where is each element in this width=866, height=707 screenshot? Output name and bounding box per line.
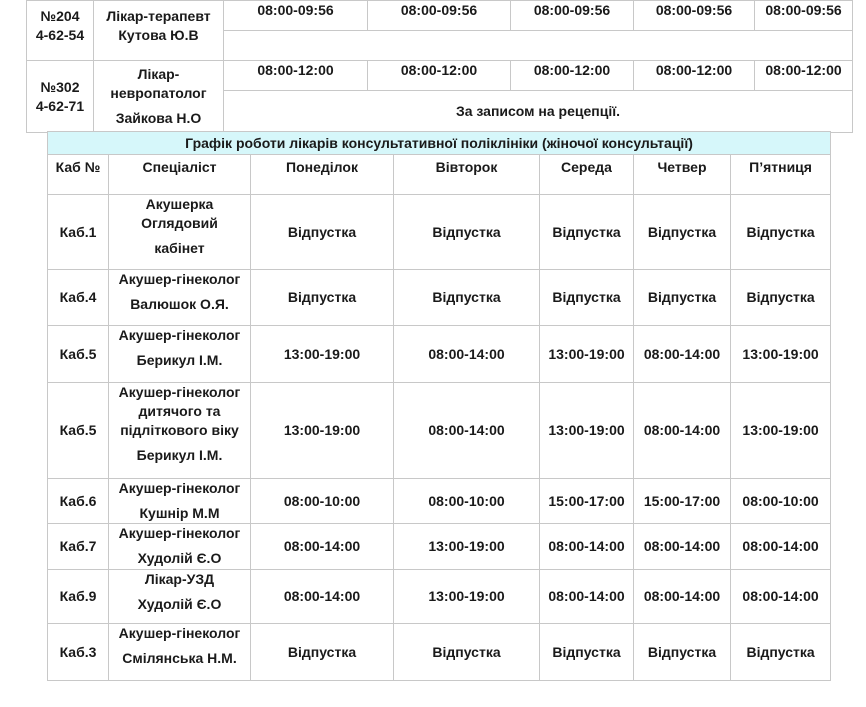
time-cell: Відпустка — [731, 270, 831, 326]
time-cell: 08:00-14:00 — [634, 570, 731, 624]
time-cell: 08:00-12:00 — [368, 61, 511, 91]
time-cell: 13:00-19:00 — [251, 326, 394, 383]
specialist-line: Валюшок О.Я. — [130, 296, 229, 312]
specialist-line: Худолій Є.О — [137, 596, 222, 612]
time-cell: 08:00-14:00 — [731, 524, 831, 570]
time-cell: 08:00-14:00 — [540, 524, 634, 570]
cab-cell — [27, 61, 94, 133]
schedule-row — [48, 624, 831, 681]
specialist-name: Кутова Ю.В — [118, 27, 199, 43]
time-cell: 13:00-19:00 — [251, 383, 394, 479]
schedule-body — [48, 195, 831, 681]
specialist-line: Берикул І.М. — [136, 447, 223, 463]
time-cell: Відпустка — [540, 195, 634, 270]
specialist-cell — [109, 479, 251, 524]
cab-cell — [27, 1, 94, 61]
cab-phone: 4-62-54 — [35, 27, 85, 43]
specialist-line: Худолій Є.О — [137, 550, 222, 566]
schedule-caption: Графік роботи лікарів консультативної поліклініки (жіночої консультації) — [48, 132, 831, 155]
specialist-title: Лікар- — [137, 66, 180, 82]
cab-cell: Каб.3 — [48, 624, 109, 681]
time-cell: 08:00-12:00 — [224, 61, 368, 91]
header-thursday: Четвер — [634, 155, 731, 195]
time-cell: 08:00-12:00 — [511, 61, 634, 91]
empty-note-cell — [224, 31, 853, 61]
specialist-line: кабінет — [154, 240, 205, 256]
time-cell: 08:00-14:00 — [394, 383, 540, 479]
time-cell: 13:00-19:00 — [394, 524, 540, 570]
time-cell: 13:00-19:00 — [394, 570, 540, 624]
header-friday: П’ятниця — [731, 155, 831, 195]
specialist-cell — [109, 383, 251, 479]
time-cell: Відпустка — [731, 624, 831, 681]
specialist-line: Кушнір М.М — [139, 505, 220, 521]
top-schedule-table — [26, 0, 853, 133]
specialist-line: дитячого та — [138, 403, 221, 419]
cab-cell: Каб.9 — [48, 570, 109, 624]
specialist-line: Берикул І.М. — [136, 352, 223, 368]
header-cab: Каб № — [48, 155, 109, 195]
time-cell: 08:00-14:00 — [251, 524, 394, 570]
specialist-cell — [94, 61, 224, 133]
specialist-cell — [109, 270, 251, 326]
time-cell: 08:00-14:00 — [634, 326, 731, 383]
specialist-cell — [109, 570, 251, 624]
time-cell: Відпустка — [251, 270, 394, 326]
specialist-cell — [109, 624, 251, 681]
time-cell: Відпустка — [634, 195, 731, 270]
cab-cell: Каб.5 — [48, 383, 109, 479]
time-cell: 08:00-12:00 — [634, 61, 755, 91]
time-cell: 08:00-10:00 — [394, 479, 540, 524]
time-cell: 08:00-14:00 — [634, 383, 731, 479]
specialist-cell — [109, 524, 251, 570]
time-cell: Відпустка — [731, 195, 831, 270]
time-cell: 08:00-09:56 — [368, 1, 511, 31]
time-cell: 13:00-19:00 — [731, 383, 831, 479]
specialist-title: Лікар-терапевт — [106, 8, 211, 24]
time-cell: 08:00-14:00 — [251, 570, 394, 624]
specialist-line: Акушер-гінеколог — [118, 625, 241, 641]
specialist-line: Оглядовий — [141, 215, 218, 231]
specialist-line: підліткового віку — [120, 422, 239, 438]
specialist-line: Акушер-гінеколог — [118, 480, 241, 496]
schedule-row — [48, 570, 831, 624]
cab-cell: Каб.6 — [48, 479, 109, 524]
time-cell: 08:00-09:56 — [511, 1, 634, 31]
header-monday: Понеділок — [251, 155, 394, 195]
time-cell: 13:00-19:00 — [540, 326, 634, 383]
cab-cell: Каб.4 — [48, 270, 109, 326]
specialist-name: Зайкова Н.О — [115, 110, 202, 126]
cab-cell: Каб.1 — [48, 195, 109, 270]
time-cell: Відпустка — [394, 195, 540, 270]
specialist-line: Лікар-УЗД — [144, 571, 215, 587]
header-specialist: Спеціаліст — [109, 155, 251, 195]
reception-note: За записом на рецепції. — [224, 91, 853, 133]
specialist-line: Акушер-гінеколог — [118, 271, 241, 287]
schedule-row — [48, 479, 831, 524]
time-cell: Відпустка — [540, 624, 634, 681]
time-cell: 08:00-10:00 — [251, 479, 394, 524]
time-cell: 13:00-19:00 — [731, 326, 831, 383]
schedule-row — [48, 383, 831, 479]
header-tuesday: Вівторок — [394, 155, 540, 195]
time-cell: 08:00-09:56 — [224, 1, 368, 31]
cab-cell: Каб.5 — [48, 326, 109, 383]
time-cell: 08:00-14:00 — [394, 326, 540, 383]
cab-number: №302 — [40, 78, 80, 95]
schedule-row — [48, 524, 831, 570]
time-cell: 08:00-09:56 — [755, 1, 853, 31]
time-cell: 08:00-09:56 — [634, 1, 755, 31]
specialist-line: Акушер-гінеколог — [118, 327, 241, 343]
cab-phone: 4-62-71 — [35, 97, 85, 114]
specialist-line: Акушер-гінеколог — [118, 384, 241, 400]
time-cell: Відпустка — [540, 270, 634, 326]
time-cell: Відпустка — [394, 624, 540, 681]
time-cell: 13:00-19:00 — [540, 383, 634, 479]
time-cell: 08:00-14:00 — [731, 570, 831, 624]
time-cell: 15:00-17:00 — [634, 479, 731, 524]
time-cell: 08:00-14:00 — [634, 524, 731, 570]
schedule-row — [48, 270, 831, 326]
header-wednesday: Середа — [540, 155, 634, 195]
cab-cell: Каб.7 — [48, 524, 109, 570]
time-cell: Відпустка — [634, 624, 731, 681]
time-cell: 08:00-10:00 — [731, 479, 831, 524]
specialist-line: Смілянська Н.М. — [122, 650, 237, 666]
schedule-row — [48, 326, 831, 383]
time-cell: 08:00-12:00 — [755, 61, 853, 91]
time-cell: Відпустка — [634, 270, 731, 326]
time-cell: Відпустка — [251, 624, 394, 681]
time-cell: 15:00-17:00 — [540, 479, 634, 524]
specialist-title: невропатолог — [110, 85, 207, 101]
time-cell: Відпустка — [394, 270, 540, 326]
schedule-row — [48, 195, 831, 270]
specialist-line: Акушерка — [145, 196, 214, 212]
time-cell: 08:00-14:00 — [540, 570, 634, 624]
time-cell: Відпустка — [251, 195, 394, 270]
specialist-cell — [109, 195, 251, 270]
specialist-cell — [94, 1, 224, 61]
specialist-cell — [109, 326, 251, 383]
consultation-schedule-table — [47, 131, 831, 681]
cab-number: №204 — [40, 8, 80, 24]
specialist-line: Акушер-гінеколог — [118, 525, 241, 541]
